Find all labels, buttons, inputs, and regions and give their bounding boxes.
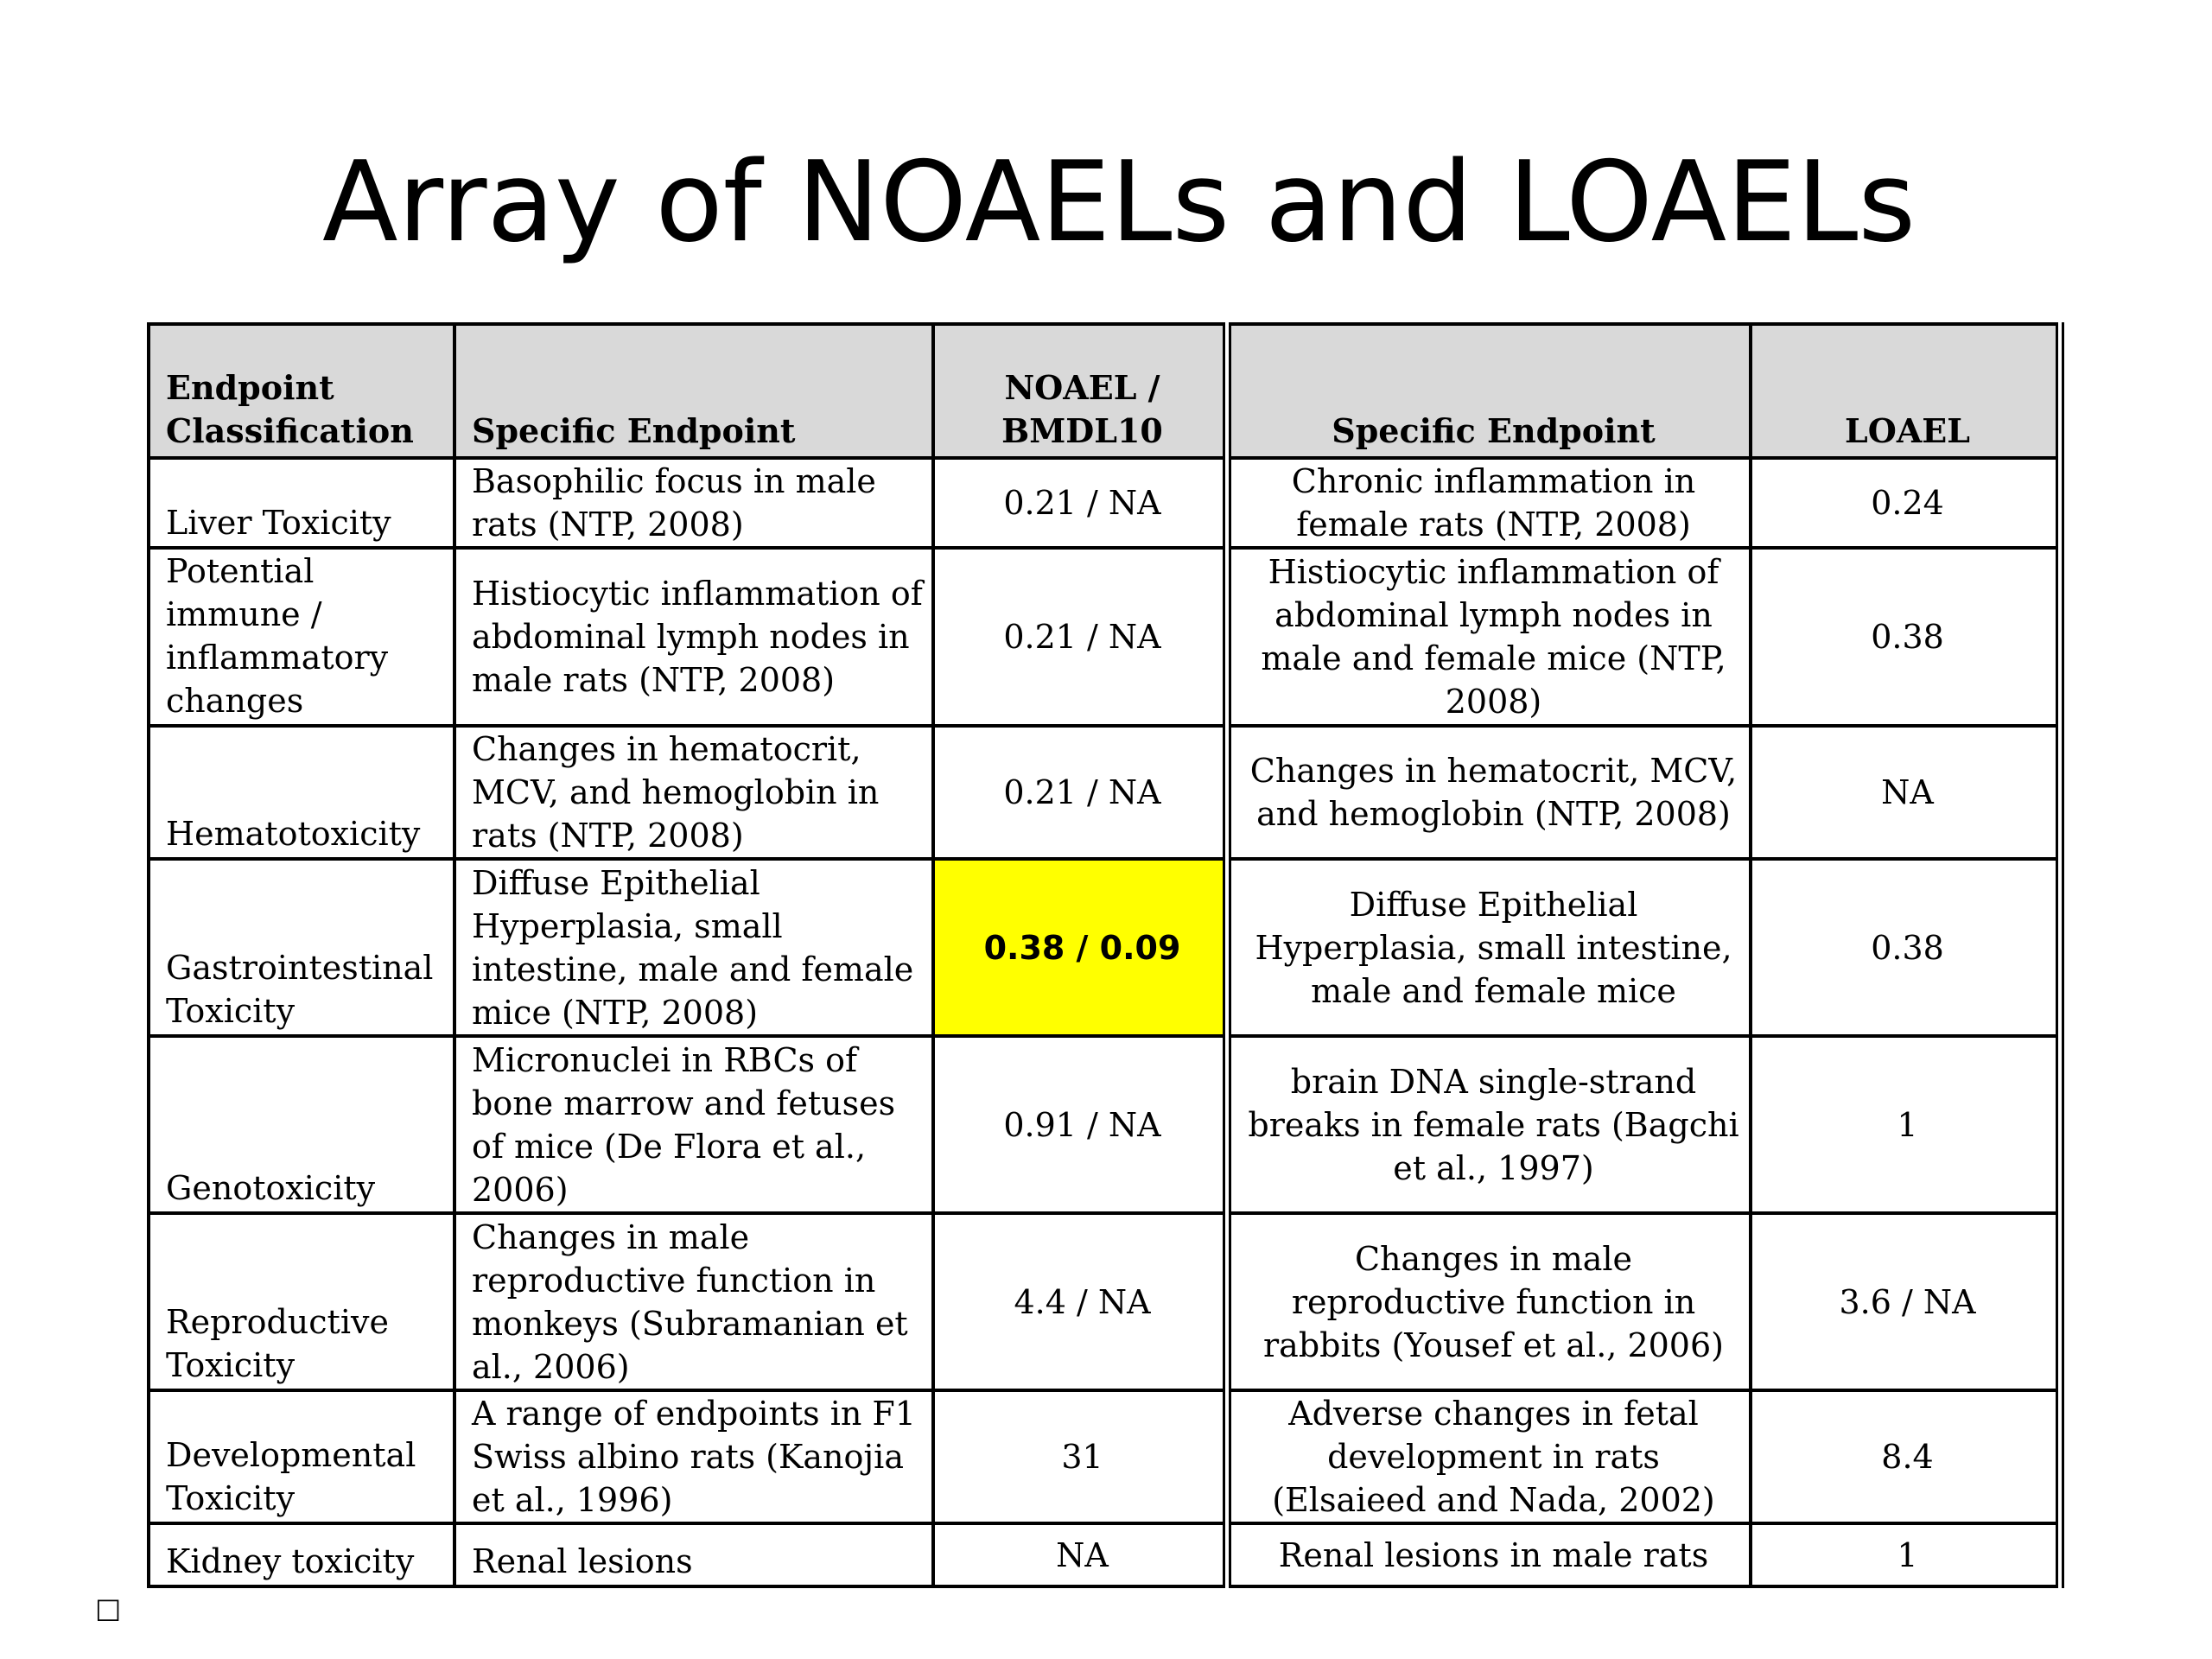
- loael-value-cell: 0.38: [1751, 859, 2060, 1036]
- table-row: [149, 1390, 2060, 1523]
- header-specific-endpoint-noael: Specific Endpoint: [454, 324, 933, 458]
- noael-value-cell: 0.21 / NA: [933, 548, 1227, 726]
- noael-value-cell: NA: [933, 1523, 1227, 1586]
- noael-value-cell-highlighted: 0.38 / 0.09: [933, 859, 1227, 1036]
- endpoint-classification-cell: Developmental Toxicity: [149, 1390, 454, 1523]
- table-row: [149, 726, 2060, 859]
- endpoint-classification-cell: Liver Toxicity: [149, 458, 454, 548]
- loael-endpoint-cell: Adverse changes in fetal development in rats (Elsaieed and Nada, 2002): [1227, 1390, 1751, 1523]
- loael-endpoint-cell: Renal lesions in male rats: [1227, 1523, 1751, 1586]
- loael-endpoint-cell: Histiocytic inflammation of abdominal lymph nodes in male and female mice (NTP, 2008): [1227, 548, 1751, 726]
- slide-title: Array of NOAELs and LOAELs: [321, 138, 1916, 267]
- table-row: [149, 1036, 2060, 1213]
- endpoint-classification-cell: Potential immune / inflammatory changes: [149, 548, 454, 726]
- loael-endpoint-cell: Chronic inflammation in female rats (NTP, 2008): [1227, 458, 1751, 548]
- loael-value-cell: 1: [1751, 1523, 2060, 1586]
- noael-endpoint-cell: Micronuclei in RBCs of bone marrow and fetuses of mice (De Flora et al., 2006): [454, 1036, 933, 1213]
- loael-value-cell: NA: [1751, 726, 2060, 859]
- noael-value-cell: 31: [933, 1390, 1227, 1523]
- noael-endpoint-cell: Renal lesions: [454, 1523, 933, 1586]
- noael-endpoint-cell: A range of endpoints in F1 Swiss albino rats (Kanojia et al., 1996): [454, 1390, 933, 1523]
- endpoint-classification-cell: Genotoxicity: [149, 1036, 454, 1213]
- header-specific-endpoint-loael: Specific Endpoint: [1227, 324, 1751, 458]
- header-loael: LOAEL: [1751, 324, 2060, 458]
- loael-endpoint-cell: Changes in male reproductive function in rabbits (Yousef et al., 2006): [1227, 1213, 1751, 1390]
- loael-endpoint-cell: Diffuse Epithelial Hyperplasia, small intestine, male and female mice: [1227, 859, 1751, 1036]
- header-row: [149, 324, 2060, 458]
- noael-value-cell: 0.21 / NA: [933, 458, 1227, 548]
- endpoint-classification-cell: Reproductive Toxicity: [149, 1213, 454, 1390]
- endpoint-classification-cell: Kidney toxicity: [149, 1523, 454, 1586]
- loael-value-cell: 0.24: [1751, 458, 2060, 548]
- header-noael-bmdl10: NOAEL / BMDL10: [933, 324, 1227, 458]
- noael-endpoint-cell: Histiocytic inflammation of abdominal lymph nodes in male rats (NTP, 2008): [454, 548, 933, 726]
- header-endpoint-classification: Endpoint Classification: [149, 324, 454, 458]
- table-row: [149, 548, 2060, 726]
- loael-value-cell: 3.6 / NA: [1751, 1213, 2060, 1390]
- noael-endpoint-cell: Basophilic focus in male rats (NTP, 2008): [454, 458, 933, 548]
- table-row: [149, 859, 2060, 1036]
- loael-value-cell: 8.4: [1751, 1390, 2060, 1523]
- noael-value-cell: 0.21 / NA: [933, 726, 1227, 859]
- noael-endpoint-cell: Diffuse Epithelial Hyperplasia, small intestine, male and female mice (NTP, 2008): [454, 859, 933, 1036]
- noael-endpoint-cell: Changes in male reproductive function in monkeys (Subramanian et al., 2006): [454, 1213, 933, 1390]
- noael-value-cell: 4.4 / NA: [933, 1213, 1227, 1390]
- table-row: [149, 458, 2060, 548]
- noael-loael-table: [147, 322, 2064, 1588]
- footer-mark: □: [95, 1592, 122, 1624]
- endpoint-table-container: [147, 322, 2064, 1588]
- endpoint-classification-cell: Hematotoxicity: [149, 726, 454, 859]
- noael-endpoint-cell: Changes in hematocrit, MCV, and hemoglobin in rats (NTP, 2008): [454, 726, 933, 859]
- noael-value-cell: 0.91 / NA: [933, 1036, 1227, 1213]
- endpoint-classification-cell: Gastrointestinal Toxicity: [149, 859, 454, 1036]
- loael-endpoint-cell: Changes in hematocrit, MCV, and hemoglobin (NTP, 2008): [1227, 726, 1751, 859]
- loael-value-cell: 0.38: [1751, 548, 2060, 726]
- table-row: [149, 1213, 2060, 1390]
- loael-value-cell: 1: [1751, 1036, 2060, 1213]
- loael-endpoint-cell: brain DNA single-strand breaks in female rats (Bagchi et al., 1997): [1227, 1036, 1751, 1213]
- table-row: [149, 1523, 2060, 1586]
